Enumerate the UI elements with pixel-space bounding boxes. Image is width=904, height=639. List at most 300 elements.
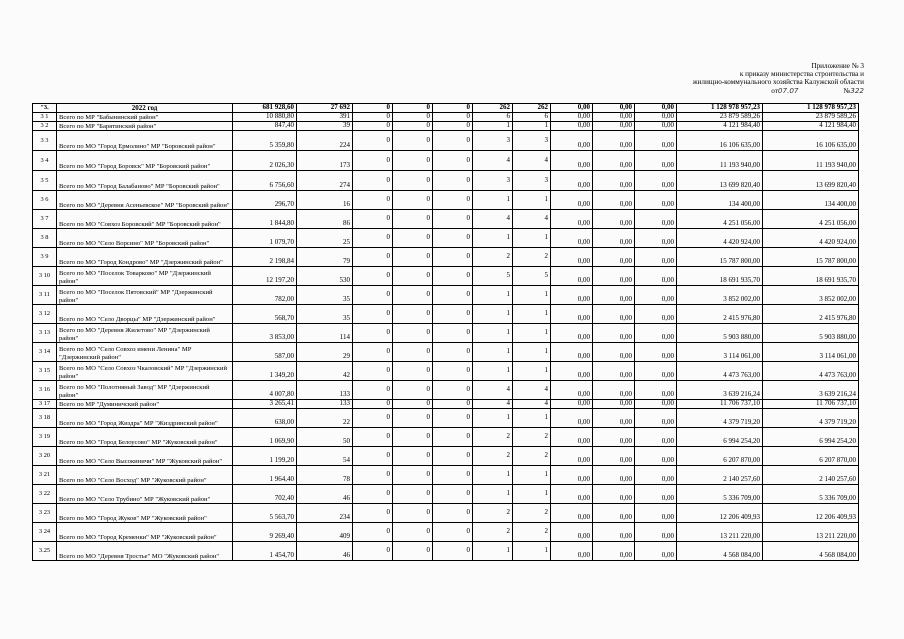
cell-c1: 10 880,80 bbox=[233, 113, 297, 122]
cell-c1: 2 198,84 bbox=[233, 248, 297, 267]
cell-c7: 1 bbox=[513, 485, 551, 504]
cell-c2: 35 bbox=[297, 305, 353, 324]
cell-c12: 11 706 737,10 bbox=[763, 400, 859, 409]
cell-c2: 234 bbox=[297, 504, 353, 523]
row-code: 3 10 bbox=[33, 267, 57, 286]
row-municipality-name: Всего по МР "Барятинский район" bbox=[57, 122, 233, 131]
cell-c2: 16 bbox=[297, 191, 353, 210]
cell-c10: 0,00 bbox=[635, 171, 677, 191]
appendix-title: Приложение № 3 bbox=[811, 62, 864, 70]
row-code: 3 11 bbox=[33, 286, 57, 305]
cell-c3: 0 bbox=[353, 504, 393, 523]
cell-c6: 1 bbox=[473, 485, 513, 504]
cell-c1: 2 026,30 bbox=[233, 151, 297, 171]
cell-c7: 1 bbox=[513, 305, 551, 324]
cell-c1: 3 265,41 bbox=[233, 400, 297, 409]
cell-c10: 0,00 bbox=[635, 324, 677, 343]
cell-c7: 1 bbox=[513, 466, 551, 485]
cell-c6: 2 bbox=[473, 248, 513, 267]
cell-c8: 0,00 bbox=[551, 523, 593, 542]
cell-c7: 1 bbox=[513, 229, 551, 248]
cell-c6: 1 bbox=[473, 305, 513, 324]
cell-c11: 1 128 978 957,23 bbox=[677, 104, 763, 113]
cell-c9: 0,00 bbox=[593, 447, 635, 466]
cell-c10: 0,00 bbox=[635, 286, 677, 305]
row-municipality-name: Всего по МО "Деревня Асеньевское" МР "Боровский район" bbox=[57, 191, 233, 210]
cell-c5: 0 bbox=[433, 409, 473, 428]
row-code: 3 15 bbox=[33, 362, 57, 381]
cell-c8: 0,00 bbox=[551, 122, 593, 131]
cell-c5: 0 bbox=[433, 267, 473, 286]
cell-c7: 1 bbox=[513, 324, 551, 343]
cell-c8: 0,00 bbox=[551, 485, 593, 504]
cell-c9: 0,00 bbox=[593, 409, 635, 428]
cell-c5: 0 bbox=[433, 466, 473, 485]
table-row bbox=[33, 466, 859, 485]
cell-c2: 133 bbox=[297, 400, 353, 409]
cell-c10: 0,00 bbox=[635, 210, 677, 229]
cell-c2: 78 bbox=[297, 466, 353, 485]
cell-c5: 0 bbox=[433, 428, 473, 447]
cell-c2: 86 bbox=[297, 210, 353, 229]
housing-program-table bbox=[32, 103, 859, 561]
cell-c4: 0 bbox=[393, 504, 433, 523]
cell-c2: 46 bbox=[297, 542, 353, 561]
cell-c9: 0,00 bbox=[593, 210, 635, 229]
cell-c8: 0,00 bbox=[551, 542, 593, 561]
cell-c3: 0 bbox=[353, 191, 393, 210]
cell-c8: 0,00 bbox=[551, 504, 593, 523]
cell-c3: 0 bbox=[353, 542, 393, 561]
cell-c10: 0,00 bbox=[635, 381, 677, 400]
cell-c9: 0,00 bbox=[593, 400, 635, 409]
cell-c3: 0 bbox=[353, 485, 393, 504]
cell-c7: 1 bbox=[513, 286, 551, 305]
cell-c3: 0 bbox=[353, 362, 393, 381]
table-row bbox=[33, 113, 859, 122]
cell-c6: 2 bbox=[473, 447, 513, 466]
cell-c11: 4 473 763,00 bbox=[677, 362, 763, 381]
cell-c12: 11 193 940,00 bbox=[763, 151, 859, 171]
cell-c12: 4 473 763,00 bbox=[763, 362, 859, 381]
cell-c9: 0,00 bbox=[593, 113, 635, 122]
table-row bbox=[33, 381, 859, 400]
cell-c12: 3 639 216,24 bbox=[763, 381, 859, 400]
row-code: 3.25 bbox=[33, 542, 57, 561]
table-row bbox=[33, 267, 859, 286]
cell-c5: 0 bbox=[433, 131, 473, 151]
cell-c1: 1 199,20 bbox=[233, 447, 297, 466]
cell-c8: 0,00 bbox=[551, 447, 593, 466]
cell-c11: 11 706 737,10 bbox=[677, 400, 763, 409]
cell-c11: 13 211 220,00 bbox=[677, 523, 763, 542]
cell-c7: 5 bbox=[513, 267, 551, 286]
cell-c8: 0,00 bbox=[551, 286, 593, 305]
row-municipality-name: 2022 год bbox=[57, 104, 233, 113]
cell-c3: 0 bbox=[353, 447, 393, 466]
cell-c4: 0 bbox=[393, 428, 433, 447]
table-row bbox=[33, 428, 859, 447]
cell-c6: 4 bbox=[473, 210, 513, 229]
cell-c2: 409 bbox=[297, 523, 353, 542]
cell-c1: 1 454,70 bbox=[233, 542, 297, 561]
cell-c4: 0 bbox=[393, 171, 433, 191]
row-municipality-name: Всего по МО "Село Восход" МР "Жуковский район" bbox=[57, 466, 233, 485]
cell-c2: 54 bbox=[297, 447, 353, 466]
cell-c4: 0 bbox=[393, 343, 433, 362]
cell-c11: 11 193 940,00 bbox=[677, 151, 763, 171]
cell-c11: 5 336 709,00 bbox=[677, 485, 763, 504]
cell-c7: 1 bbox=[513, 409, 551, 428]
cell-c1: 1 069,90 bbox=[233, 428, 297, 447]
cell-c9: 0,00 bbox=[593, 381, 635, 400]
cell-c9: 0,00 bbox=[593, 542, 635, 561]
table-row bbox=[33, 542, 859, 561]
table-row bbox=[33, 504, 859, 523]
cell-c7: 1 bbox=[513, 542, 551, 561]
row-code: 3 19 bbox=[33, 428, 57, 447]
cell-c6: 5 bbox=[473, 267, 513, 286]
cell-c12: 4 121 984,40 bbox=[763, 122, 859, 131]
cell-c2: 391 bbox=[297, 113, 353, 122]
row-code: 3 24 bbox=[33, 523, 57, 542]
cell-c6: 1 bbox=[473, 362, 513, 381]
cell-c3: 0 bbox=[353, 381, 393, 400]
cell-c10: 0,00 bbox=[635, 466, 677, 485]
appendix-header bbox=[604, 62, 864, 95]
cell-c3: 0 bbox=[353, 248, 393, 267]
cell-c8: 0,00 bbox=[551, 229, 593, 248]
cell-c11: 4 121 984,40 bbox=[677, 122, 763, 131]
cell-c12: 3 852 002,00 bbox=[763, 286, 859, 305]
handwritten-date: 07.07 bbox=[777, 85, 799, 95]
cell-c1: 6 756,60 bbox=[233, 171, 297, 191]
cell-c10: 0,00 bbox=[635, 151, 677, 171]
cell-c2: 114 bbox=[297, 324, 353, 343]
cell-c11: 4 420 924,00 bbox=[677, 229, 763, 248]
cell-c9: 0,00 bbox=[593, 286, 635, 305]
cell-c7: 4 bbox=[513, 400, 551, 409]
cell-c1: 1 079,70 bbox=[233, 229, 297, 248]
cell-c9: 0,00 bbox=[593, 362, 635, 381]
cell-c7: 262 bbox=[513, 104, 551, 113]
cell-c5: 0 bbox=[433, 485, 473, 504]
cell-c11: 15 787 800,00 bbox=[677, 248, 763, 267]
cell-c11: 4 568 084,00 bbox=[677, 542, 763, 561]
cell-c4: 0 bbox=[393, 248, 433, 267]
cell-c4: 0 bbox=[393, 466, 433, 485]
cell-c10: 0,00 bbox=[635, 428, 677, 447]
cell-c9: 0,00 bbox=[593, 504, 635, 523]
row-code: 3 4 bbox=[33, 151, 57, 171]
cell-c8: 0,00 bbox=[551, 343, 593, 362]
cell-c4: 0 bbox=[393, 122, 433, 131]
cell-c6: 1 bbox=[473, 122, 513, 131]
cell-c10: 0,00 bbox=[635, 409, 677, 428]
cell-c9: 0,00 bbox=[593, 485, 635, 504]
table-body bbox=[33, 104, 859, 561]
cell-c7: 4 bbox=[513, 210, 551, 229]
cell-c2: 133 bbox=[297, 381, 353, 400]
number-label: № bbox=[843, 86, 851, 95]
cell-c4: 0 bbox=[393, 151, 433, 171]
table-row bbox=[33, 447, 859, 466]
cell-c2: 29 bbox=[297, 343, 353, 362]
cell-c12: 3 114 061,00 bbox=[763, 343, 859, 362]
cell-c1: 12 197,20 bbox=[233, 267, 297, 286]
cell-c1: 296,70 bbox=[233, 191, 297, 210]
cell-c2: 173 bbox=[297, 151, 353, 171]
cell-c12: 5 336 709,00 bbox=[763, 485, 859, 504]
cell-c12: 4 251 056,00 bbox=[763, 210, 859, 229]
cell-c7: 2 bbox=[513, 523, 551, 542]
cell-c2: 35 bbox=[297, 286, 353, 305]
table-row bbox=[33, 210, 859, 229]
row-municipality-name: Всего по МО "Город Боровск" МР "Боровский район" bbox=[57, 151, 233, 171]
cell-c12: 15 787 800,00 bbox=[763, 248, 859, 267]
row-code: 3 9 bbox=[33, 248, 57, 267]
cell-c10: 0,00 bbox=[635, 122, 677, 131]
cell-c3: 0 bbox=[353, 343, 393, 362]
cell-c6: 1 bbox=[473, 191, 513, 210]
cell-c4: 0 bbox=[393, 113, 433, 122]
cell-c4: 0 bbox=[393, 542, 433, 561]
cell-c12: 2 140 257,60 bbox=[763, 466, 859, 485]
handwritten-number: 322 bbox=[850, 85, 864, 95]
cell-c6: 1 bbox=[473, 542, 513, 561]
cell-c4: 0 bbox=[393, 210, 433, 229]
table-row bbox=[33, 400, 859, 409]
row-municipality-name: Всего по МО "Город Кременки" МР "Жуковский район" bbox=[57, 523, 233, 542]
cell-c1: 1 844,80 bbox=[233, 210, 297, 229]
cell-c6: 1 bbox=[473, 343, 513, 362]
row-code: 3 3 bbox=[33, 131, 57, 151]
table-row bbox=[33, 286, 859, 305]
row-municipality-name: Всего по МО "Город Ермолино" МР "Боровский район" bbox=[57, 131, 233, 151]
cell-c8: 0,00 bbox=[551, 324, 593, 343]
cell-c5: 0 bbox=[433, 104, 473, 113]
table-row bbox=[33, 324, 859, 343]
cell-c4: 0 bbox=[393, 381, 433, 400]
cell-c8: 0,00 bbox=[551, 171, 593, 191]
row-municipality-name: Всего по МО "Поселок Товарково" МР "Дзержинский район" bbox=[57, 267, 233, 286]
cell-c11: 16 106 635,00 bbox=[677, 131, 763, 151]
cell-c1: 5 359,80 bbox=[233, 131, 297, 151]
cell-c4: 0 bbox=[393, 447, 433, 466]
cell-c8: 0,00 bbox=[551, 267, 593, 286]
cell-c7: 1 bbox=[513, 191, 551, 210]
cell-c7: 6 bbox=[513, 113, 551, 122]
cell-c2: 27 692 bbox=[297, 104, 353, 113]
cell-c5: 0 bbox=[433, 151, 473, 171]
row-code: 3 5 bbox=[33, 171, 57, 191]
cell-c1: 1 349,20 bbox=[233, 362, 297, 381]
row-code: 3 23 bbox=[33, 504, 57, 523]
table-row bbox=[33, 362, 859, 381]
row-code: 3 1 bbox=[33, 113, 57, 122]
cell-c11: 3 639 216,24 bbox=[677, 381, 763, 400]
ministry-name: жилищно-коммунального хозяйства Калужской области bbox=[692, 78, 864, 87]
cell-c11: 6 207 870,00 bbox=[677, 447, 763, 466]
cell-c10: 0,00 bbox=[635, 104, 677, 113]
table-row bbox=[33, 305, 859, 324]
cell-c3: 0 bbox=[353, 523, 393, 542]
cell-c5: 0 bbox=[433, 191, 473, 210]
cell-c7: 2 bbox=[513, 504, 551, 523]
cell-c4: 0 bbox=[393, 229, 433, 248]
cell-c3: 0 bbox=[353, 267, 393, 286]
cell-c7: 3 bbox=[513, 171, 551, 191]
cell-c12: 2 415 976,80 bbox=[763, 305, 859, 324]
cell-c4: 0 bbox=[393, 485, 433, 504]
cell-c3: 0 bbox=[353, 428, 393, 447]
cell-c4: 0 bbox=[393, 523, 433, 542]
cell-c3: 0 bbox=[353, 151, 393, 171]
cell-c4: 0 bbox=[393, 267, 433, 286]
cell-c5: 0 bbox=[433, 324, 473, 343]
row-municipality-name: Всего по МО "Село Высокиничи" МР "Жуковский район" bbox=[57, 447, 233, 466]
cell-c8: 0,00 bbox=[551, 400, 593, 409]
cell-c6: 3 bbox=[473, 131, 513, 151]
table-row bbox=[33, 343, 859, 362]
cell-c6: 6 bbox=[473, 113, 513, 122]
cell-c3: 0 bbox=[353, 409, 393, 428]
row-municipality-name: Всего по МО "Село Совхоз имени Ленина" МР "Дзержинский район" bbox=[57, 343, 233, 362]
cell-c8: 0,00 bbox=[551, 381, 593, 400]
cell-c11: 2 415 976,80 bbox=[677, 305, 763, 324]
cell-c6: 1 bbox=[473, 286, 513, 305]
cell-c5: 0 bbox=[433, 113, 473, 122]
table-row bbox=[33, 248, 859, 267]
cell-c11: 18 691 935,70 bbox=[677, 267, 763, 286]
cell-c2: 25 bbox=[297, 229, 353, 248]
cell-c6: 262 bbox=[473, 104, 513, 113]
cell-c11: 5 903 880,00 bbox=[677, 324, 763, 343]
date-label: от bbox=[771, 86, 778, 95]
row-municipality-name: Всего по МР "Бабынинский район" bbox=[57, 113, 233, 122]
cell-c3: 0 bbox=[353, 324, 393, 343]
cell-c4: 0 bbox=[393, 409, 433, 428]
row-municipality-name: Всего по МО "Полотняный Завод" МР "Дзержинский район" bbox=[57, 381, 233, 400]
cell-c7: 2 bbox=[513, 248, 551, 267]
cell-c12: 4 420 924,00 bbox=[763, 229, 859, 248]
cell-c12: 13 699 820,40 bbox=[763, 171, 859, 191]
cell-c12: 18 691 935,70 bbox=[763, 267, 859, 286]
table-row bbox=[33, 485, 859, 504]
row-code: 3 14 bbox=[33, 343, 57, 362]
cell-c9: 0,00 bbox=[593, 122, 635, 131]
cell-c2: 50 bbox=[297, 428, 353, 447]
cell-c10: 0,00 bbox=[635, 485, 677, 504]
cell-c8: 0,00 bbox=[551, 131, 593, 151]
cell-c6: 2 bbox=[473, 428, 513, 447]
table-row bbox=[33, 229, 859, 248]
cell-c11: 3 114 061,00 bbox=[677, 343, 763, 362]
row-code: 3 17 bbox=[33, 400, 57, 409]
cell-c5: 0 bbox=[433, 381, 473, 400]
cell-c9: 0,00 bbox=[593, 324, 635, 343]
cell-c10: 0,00 bbox=[635, 523, 677, 542]
row-code: 3 18 bbox=[33, 409, 57, 428]
cell-c8: 0,00 bbox=[551, 248, 593, 267]
cell-c10: 0,00 bbox=[635, 447, 677, 466]
cell-c2: 22 bbox=[297, 409, 353, 428]
cell-c9: 0,00 bbox=[593, 131, 635, 151]
row-municipality-name: Всего по МО "Город Жиздра" МР "Жиздринский район" bbox=[57, 409, 233, 428]
cell-c7: 4 bbox=[513, 151, 551, 171]
cell-c9: 0,00 bbox=[593, 267, 635, 286]
cell-c12: 6 207 870,00 bbox=[763, 447, 859, 466]
row-code: "3. bbox=[33, 104, 57, 113]
row-municipality-name: Всего по МО "Село Совхоз Чкаловский" МР "Дзержинский район" bbox=[57, 362, 233, 381]
cell-c8: 0,00 bbox=[551, 362, 593, 381]
cell-c4: 0 bbox=[393, 324, 433, 343]
row-municipality-name: Всего по МО "Село Дворцы" МР "Дзержинский район" bbox=[57, 305, 233, 324]
cell-c12: 12 206 409,93 bbox=[763, 504, 859, 523]
cell-c1: 4 007,80 bbox=[233, 381, 297, 400]
row-municipality-name: Всего по МО "Город Жуков" МР "Жуковский район" bbox=[57, 504, 233, 523]
cell-c9: 0,00 bbox=[593, 191, 635, 210]
cell-c3: 0 bbox=[353, 466, 393, 485]
row-code: 3 7 bbox=[33, 210, 57, 229]
cell-c1: 5 563,70 bbox=[233, 504, 297, 523]
cell-c10: 0,00 bbox=[635, 113, 677, 122]
cell-c2: 39 bbox=[297, 122, 353, 131]
cell-c7: 2 bbox=[513, 428, 551, 447]
cell-c11: 4 251 056,00 bbox=[677, 210, 763, 229]
cell-c2: 46 bbox=[297, 485, 353, 504]
cell-c9: 0,00 bbox=[593, 229, 635, 248]
cell-c6: 1 bbox=[473, 466, 513, 485]
cell-c10: 0,00 bbox=[635, 305, 677, 324]
cell-c11: 4 379 719,20 bbox=[677, 409, 763, 428]
cell-c9: 0,00 bbox=[593, 305, 635, 324]
cell-c1: 587,00 bbox=[233, 343, 297, 362]
cell-c5: 0 bbox=[433, 447, 473, 466]
cell-c2: 274 bbox=[297, 171, 353, 191]
table-row bbox=[33, 122, 859, 131]
cell-c12: 1 128 978 957,23 bbox=[763, 104, 859, 113]
cell-c10: 0,00 bbox=[635, 542, 677, 561]
cell-c7: 1 bbox=[513, 362, 551, 381]
cell-c8: 0,00 bbox=[551, 409, 593, 428]
cell-c6: 1 bbox=[473, 229, 513, 248]
cell-c6: 2 bbox=[473, 504, 513, 523]
row-municipality-name: Всего по МО "Город Балабаново" МР "Боровский район" bbox=[57, 171, 233, 191]
cell-c3: 0 bbox=[353, 305, 393, 324]
cell-c4: 0 bbox=[393, 131, 433, 151]
cell-c9: 0,00 bbox=[593, 343, 635, 362]
cell-c1: 568,70 bbox=[233, 305, 297, 324]
cell-c4: 0 bbox=[393, 362, 433, 381]
row-code: 3 13 bbox=[33, 324, 57, 343]
cell-c3: 0 bbox=[353, 210, 393, 229]
cell-c11: 23 879 589,26 bbox=[677, 113, 763, 122]
cell-c9: 0,00 bbox=[593, 171, 635, 191]
cell-c9: 0,00 bbox=[593, 466, 635, 485]
row-code: 3 21 bbox=[33, 466, 57, 485]
cell-c3: 0 bbox=[353, 113, 393, 122]
cell-c6: 4 bbox=[473, 400, 513, 409]
cell-c12: 5 903 880,00 bbox=[763, 324, 859, 343]
cell-c3: 0 bbox=[353, 131, 393, 151]
cell-c10: 0,00 bbox=[635, 343, 677, 362]
row-municipality-name: Всего по МР "Думиничский район" bbox=[57, 400, 233, 409]
cell-c6: 3 bbox=[473, 171, 513, 191]
cell-c10: 0,00 bbox=[635, 229, 677, 248]
cell-c7: 3 bbox=[513, 131, 551, 151]
cell-c2: 79 bbox=[297, 248, 353, 267]
